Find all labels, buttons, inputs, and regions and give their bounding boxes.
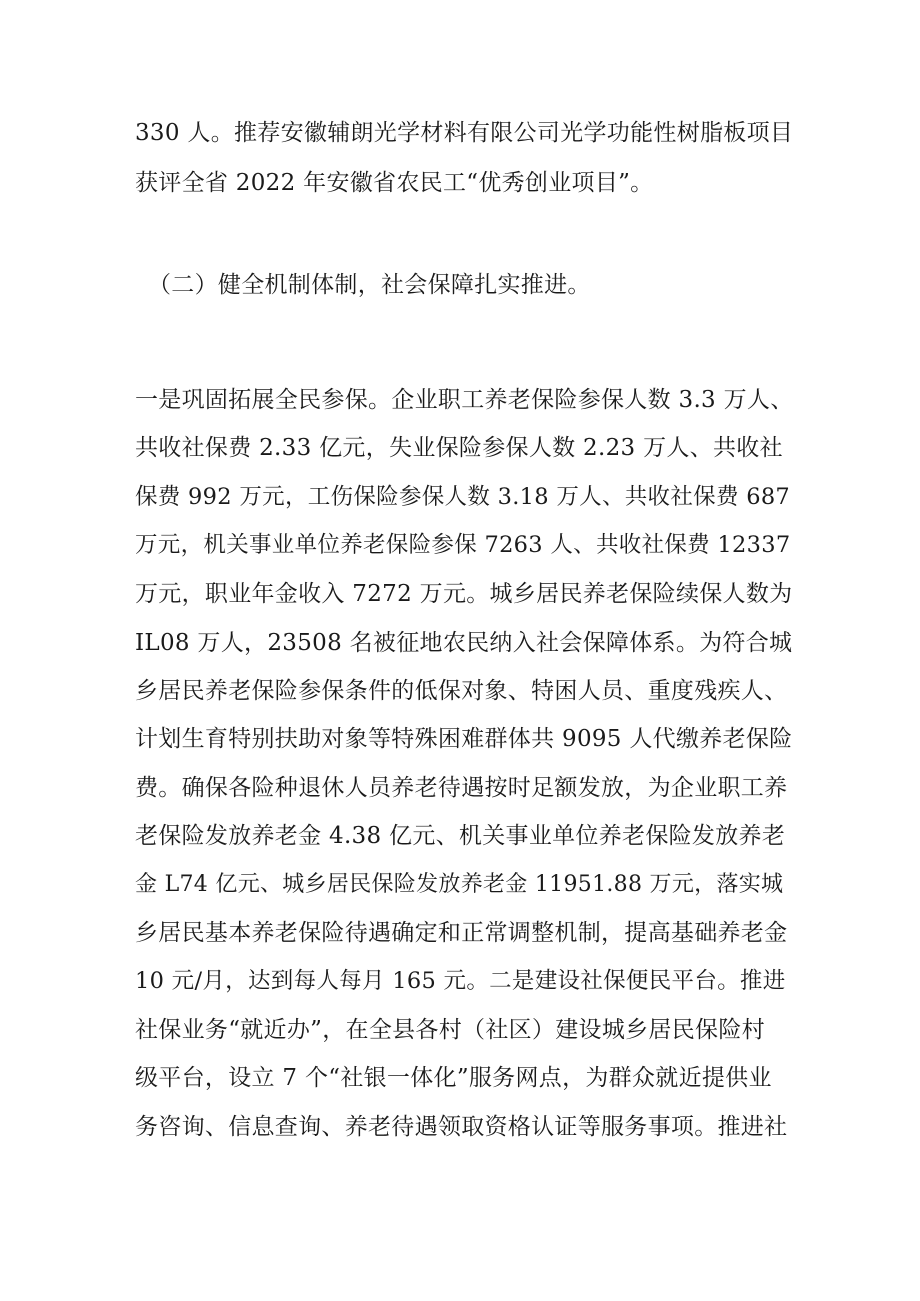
paragraph-line: 金 L74 亿元、城乡居民保险发放养老金 11951.88 万元，落实城 xyxy=(135,872,784,897)
paragraph-line: 费。确保各险种退休人员养老待遇按时足额发放，为企业职工养 xyxy=(135,775,788,801)
paragraph-line: 乡居民基本养老保险待遇确定和正常调整机制，提高基础养老金 xyxy=(135,920,788,946)
paragraph-line: 社保业务“就近办”，在全县各村（社区）建设城乡居民保险村 xyxy=(135,1017,765,1043)
paragraph-line: 共收社保费 2.33 亿元，失业保险参保人数 2.23 万人、共收社 xyxy=(135,435,783,461)
section-heading: （二）健全机制体制，社会保障扎实推进。 xyxy=(148,272,591,298)
paragraph-line: 务咨询、信息查询、养老待遇领取资格认证等服务事项。推进社 xyxy=(135,1114,788,1140)
paragraph-line: 保费 992 万元，工伤保险参保人数 3.18 万人、共收社保费 687 xyxy=(135,484,791,510)
paragraph-line: 10 元/月，达到每人每月 165 元。二是建设社保便民平台。推进 xyxy=(135,968,786,994)
paragraph-line: 获评全省 2022 年安徽省农民工“优秀创业项目”。 xyxy=(135,170,654,196)
paragraph-line: 万元，机关事业单位养老保险参保 7263 人、共收社保费 12337 xyxy=(135,532,791,558)
paragraph-line: 万元，职业年金收入 7272 万元。城乡居民养老保险续保人数为 xyxy=(135,581,793,607)
paragraph-line: IL08 万人，23508 名被征地农民纳入社会保障体系。为符合城 xyxy=(135,630,793,656)
paragraph-line: 乡居民养老保险参保条件的低保对象、特困人员、重度残疾人、 xyxy=(135,678,788,704)
paragraph-line: 级平台，设立 7 个“社银一体化”服务网点，为群众就近提供业 xyxy=(135,1065,772,1091)
paragraph-line: 计划生育特别扶助对象等特殊困难群体共 9095 人代缴养老保险 xyxy=(135,726,793,752)
paragraph-line: 330 人。推荐安徽辅朗光学材料有限公司光学功能性树脂板项目 xyxy=(135,120,794,146)
paragraph-line: 一是巩固拓展全民参保。企业职工养老保险参保人数 3.3 万人、 xyxy=(135,387,794,413)
paragraph-line: 老保险发放养老金 4.38 亿元、机关事业单位养老保险发放养老 xyxy=(135,823,786,849)
